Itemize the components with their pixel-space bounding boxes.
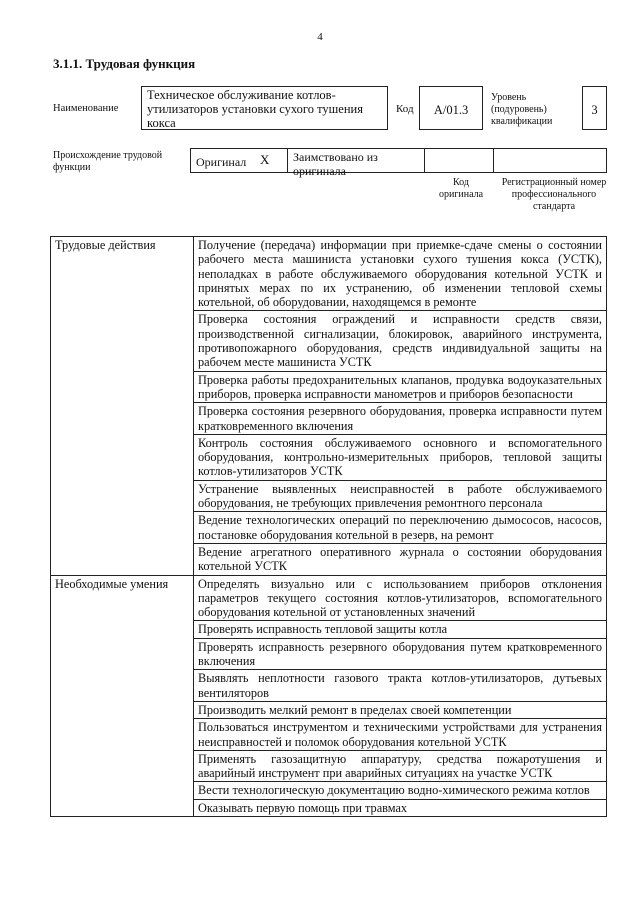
code-value: А/01.3 <box>433 103 469 117</box>
name-label: Наименование <box>53 103 119 114</box>
page-number: 4 <box>317 31 323 43</box>
table-cell: Ведение технологических операций по переключению дымососов, насосов, постановке оборудования котельной в резерв, на ремонт <box>194 512 607 544</box>
table-cell: Получение (передача) информации при приемке-сдаче смены о состоянии рабочего места машиниста установки сухого тушения кокса (УСТК), неполадках в работе обслуживаемого оборудования котельной УСТК и принятых мерах по их устранению, об изменении тепловой схемы котельной, об оборудовании, находящемся в ремонте <box>194 237 607 311</box>
table-cell: Определять визуально или с использованием приборов отклонения параметров текущего состояния котлов-утилизаторов, вспомогательного оборудования котельной от установленных значений <box>194 575 607 621</box>
table-cell: Проверять исправность резервного оборудования путем кратковременного включения <box>194 638 607 670</box>
table-cell: Проверять исправность тепловой защиты котла <box>194 621 607 638</box>
table-cell: Производить мелкий ремонт в пределах своей компетенции <box>194 701 607 718</box>
table-cell: Проверка работы предохранительных клапанов, продувка водоуказательных приборов, проверка исправности манометров и приборов безопасности <box>194 371 607 403</box>
table-cell: Применять газозащитную аппаратуру, средства пожаротушения и аварийный инструмент при аварийных ситуациях на участке УСТК <box>194 750 607 782</box>
table-cell: Контроль состояния обслуживаемого основного и вспомогательного оборудования, контрольно-измерительных приборов, тепловой защиты котлов-утилизаторов УСТК <box>194 434 607 480</box>
reg-number-caption: Регистрационный номер профессионального стандарта <box>501 177 607 212</box>
origin-reg-box <box>493 148 607 173</box>
table-cell: Проверка состояния резервного оборудования, проверка исправности путем кратковременного включения <box>194 403 607 435</box>
origin-original-box <box>190 148 288 173</box>
section-label: Трудовые действия <box>51 237 194 576</box>
code-original-caption: Код оригинала <box>438 177 484 200</box>
level-label: Уровень (подуровень) квалификации <box>491 92 553 127</box>
level-value-box <box>582 86 607 130</box>
table-cell: Оказывать первую помощь при травмах <box>194 799 607 816</box>
table-cell: Устранение выявленных неисправностей в работе обслуживаемого оборудования, не требующих привлечения ремонтного персонала <box>194 480 607 512</box>
origin-borrowed-box <box>287 148 425 178</box>
section-label: Необходимые умения <box>51 575 194 816</box>
origin-original-label: Оригинал <box>196 155 247 169</box>
section-title: 3.1.1. Трудовая функция <box>53 56 196 71</box>
table-cell: Пользоваться инструментом и техническими устройствами для устранения неисправностей и поломок оборудования котельной УСТК <box>194 719 607 751</box>
code-label: Код <box>396 103 414 115</box>
level-value: 3 <box>591 103 598 117</box>
origin-code-box <box>424 148 494 173</box>
table-cell: Проверка состояния ограждений и исправности средств связи, производственной сигнализации, блокировок, аварийного инструмента, противопожарного оборудования, средств индивидуальной защиты на рабочем месте машиниста УСТК <box>194 311 607 371</box>
name-value: Техническое обслуживание котлов-утилизаторов установки сухого тушения кокса <box>147 88 363 130</box>
origin-borrowed-label: Заимствовано из оригинала <box>293 150 378 178</box>
table-row <box>51 237 607 311</box>
function-table <box>50 236 607 817</box>
origin-original-mark: X <box>260 152 270 167</box>
name-value-box <box>141 86 388 130</box>
table-cell: Выявлять неплотности газового тракта котлов-утилизаторов, дутьевых вентиляторов <box>194 670 607 702</box>
code-value-box <box>419 86 483 130</box>
table-cell: Ведение агрегатного оперативного журнала о состоянии оборудования котельной УСТК <box>194 543 607 575</box>
table-row <box>51 575 607 621</box>
table-cell: Вести технологическую документацию водно-химического режима котлов <box>194 782 607 799</box>
origin-label: Происхождение трудовой функции <box>53 150 163 173</box>
